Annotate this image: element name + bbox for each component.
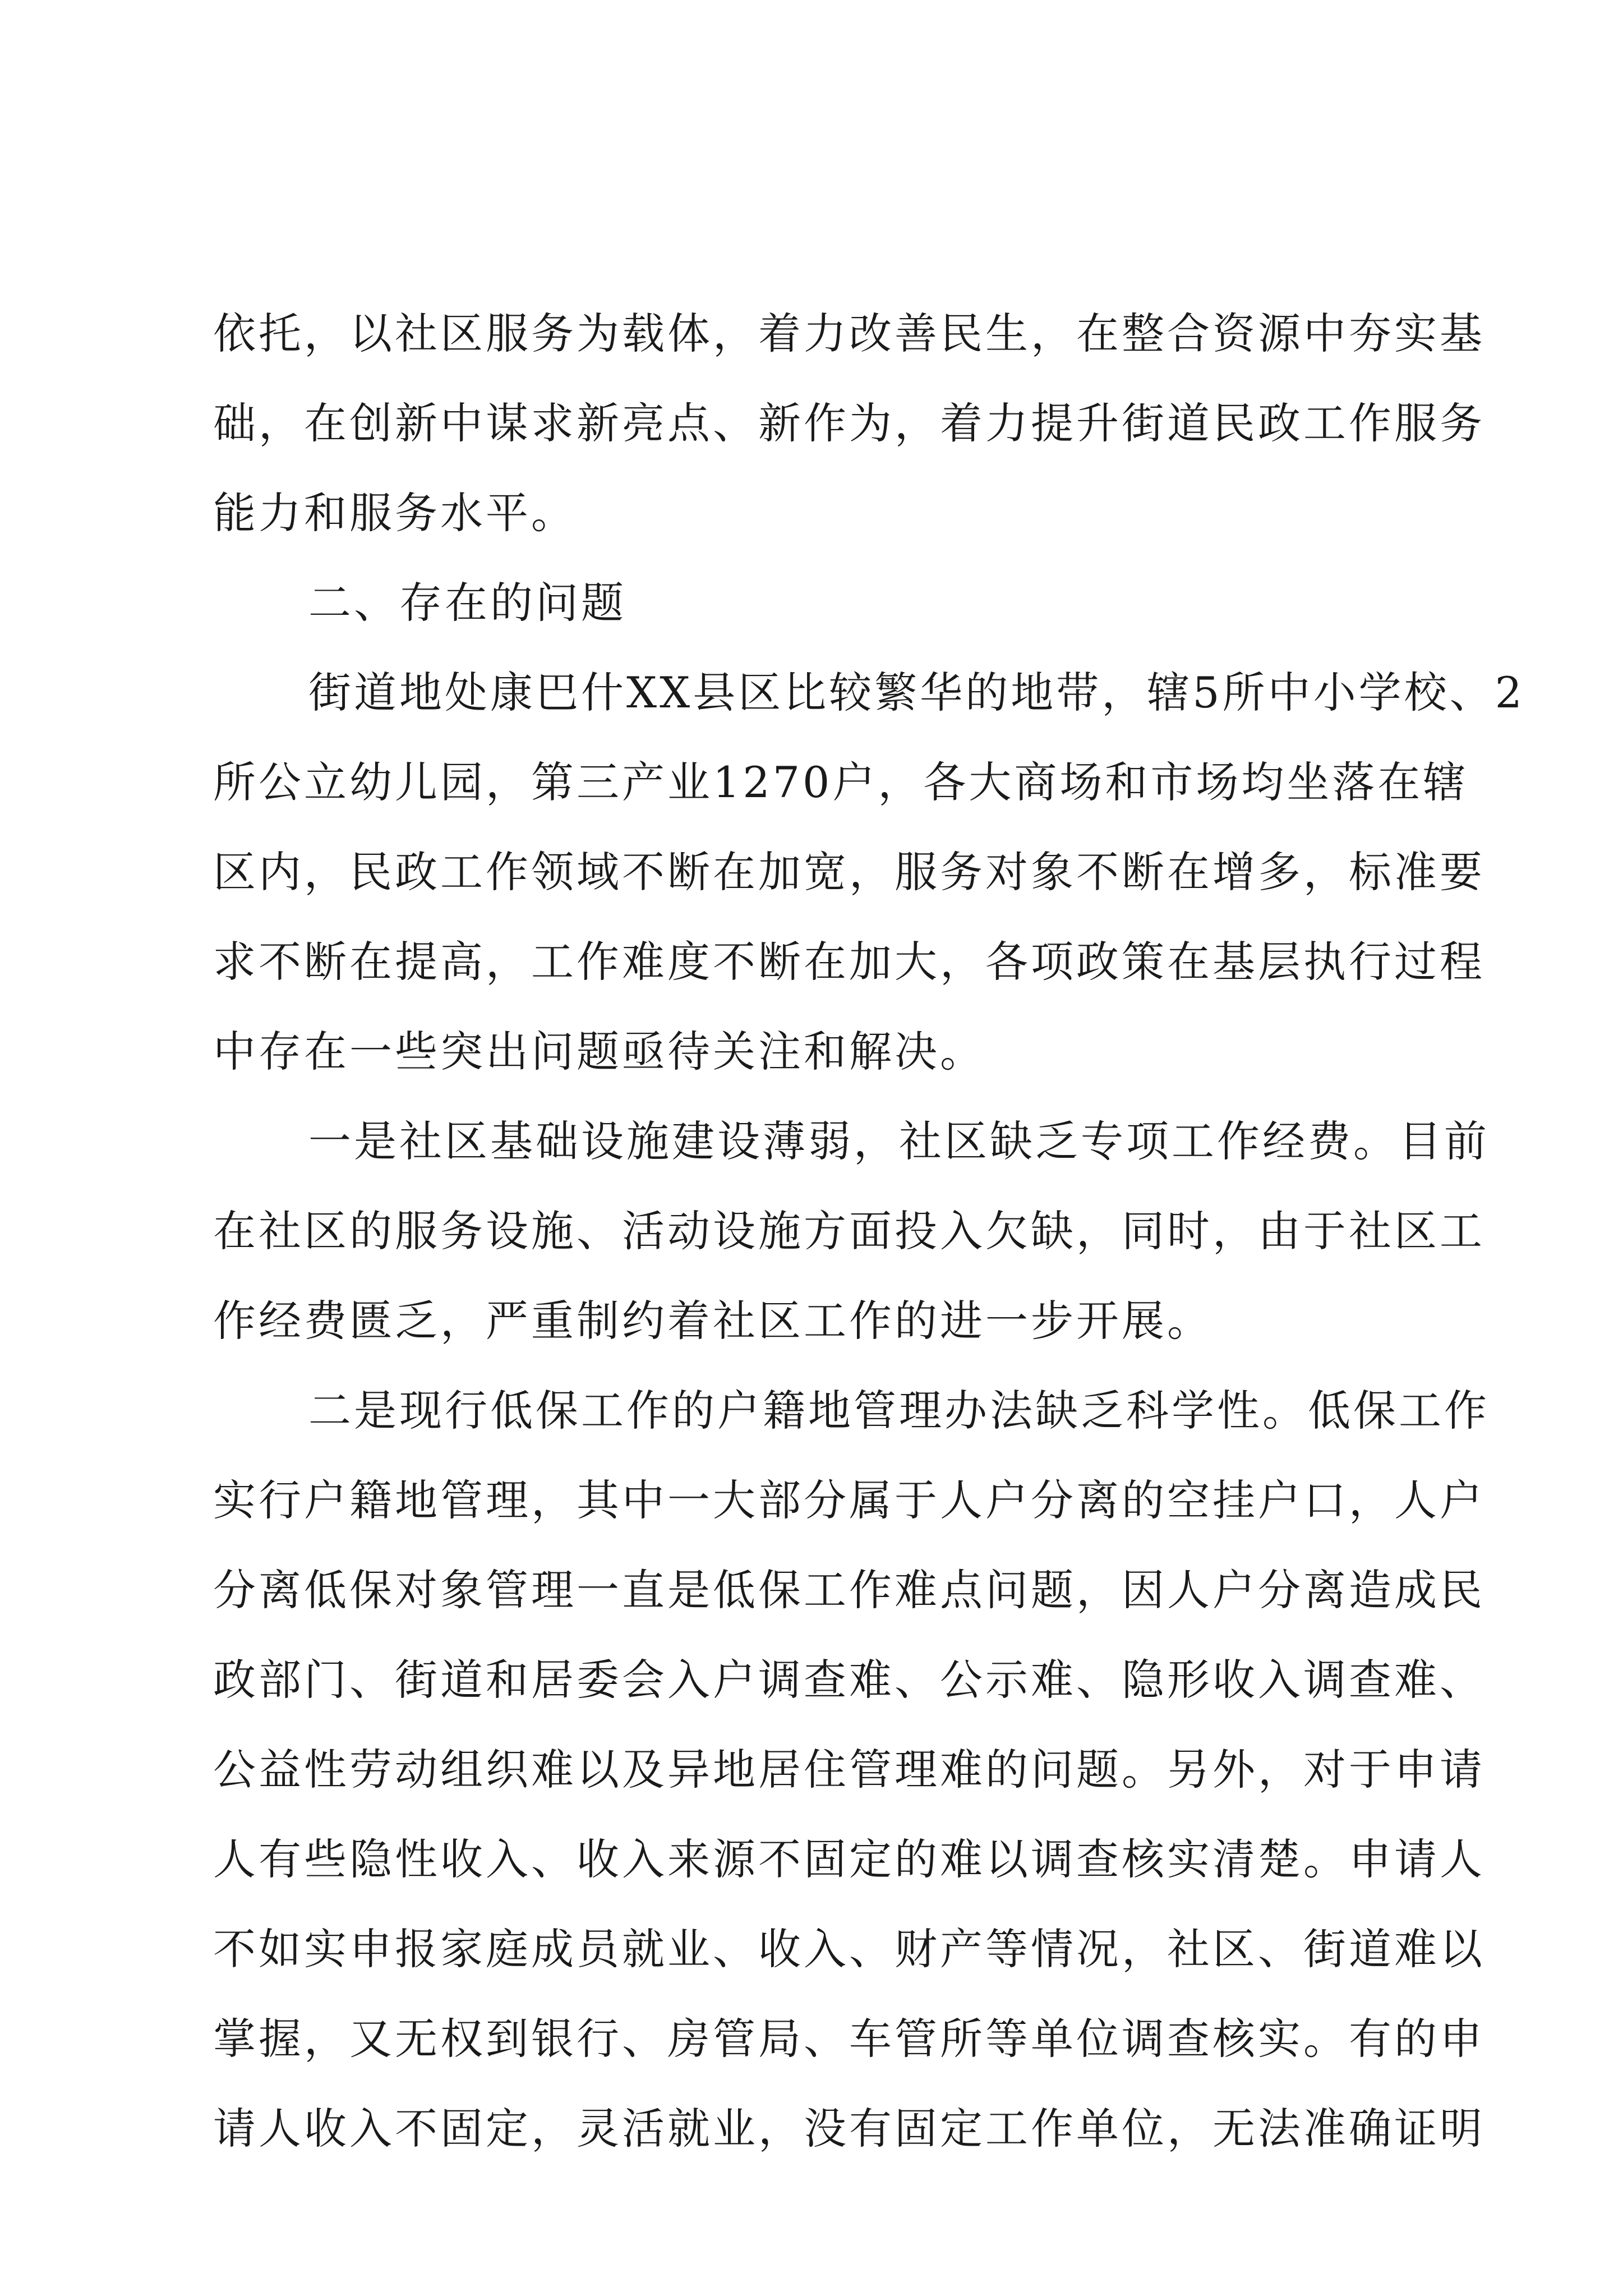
paragraph-line: 在社区的服务设施、活动设施方面投入欠缺，同时，由于社区工 [213, 1206, 1485, 1256]
paragraph-line: 街道地处康巴什XX县区比较繁华的地带，辖5所中小学校、2 [308, 668, 1525, 717]
paragraph-line: 掌握，又无权到银行、房管局、车管所等单位调查核实。有的申 [213, 2014, 1485, 2064]
paragraph-line: 础，在创新中谋求新亮点、新作为，着力提升街道民政工作服务 [213, 398, 1485, 448]
paragraph-line: 政部门、街道和居委会入户调查难、公示难、隐形收入调查难、 [213, 1655, 1485, 1705]
paragraph-line: 中存在一些突出问题亟待关注和解决。 [213, 1027, 985, 1076]
paragraph-line: 分离低保对象管理一直是低保工作难点问题，因人户分离造成民 [213, 1565, 1485, 1615]
paragraph-line: 实行户籍地管理，其中一大部分属于人户分离的空挂户口，人户 [213, 1475, 1485, 1525]
paragraph-line: 能力和服务水平。 [213, 488, 577, 538]
section-heading: 二、存在的问题 [308, 578, 626, 628]
paragraph-line: 所公立幼儿园，第三产业1270户，各大商场和市场均坐落在辖 [213, 757, 1469, 807]
paragraph-line: 一是社区基础设施建设薄弱，社区缺乏专项工作经费。目前 [308, 1116, 1490, 1166]
paragraph-line: 不如实申报家庭成员就业、收入、财产等情况，社区、街道难以 [213, 1924, 1485, 1974]
paragraph-line: 作经费匮乏，严重制约着社区工作的进一步开展。 [213, 1296, 1212, 1346]
paragraph-line: 求不断在提高，工作难度不断在加大，各项政策在基层执行过程 [213, 937, 1485, 987]
paragraph-line: 二是现行低保工作的户籍地管理办法缺乏科学性。低保工作 [308, 1386, 1490, 1435]
paragraph-line: 公益性劳动组织难以及异地居住管理难的问题。另外，对于申请 [213, 1745, 1485, 1795]
paragraph-line: 区内，民政工作领域不断在加宽，服务对象不断在增多，标准要 [213, 847, 1485, 897]
paragraph-line: 请人收入不固定，灵活就业，没有固定工作单位，无法准确证明 [213, 2104, 1485, 2154]
paragraph-line: 依托，以社区服务为载体，着力改善民生，在整合资源中夯实基 [213, 309, 1485, 358]
paragraph-line: 人有些隐性收入、收入来源不固定的难以调查核实清楚。申请人 [213, 1834, 1485, 1884]
